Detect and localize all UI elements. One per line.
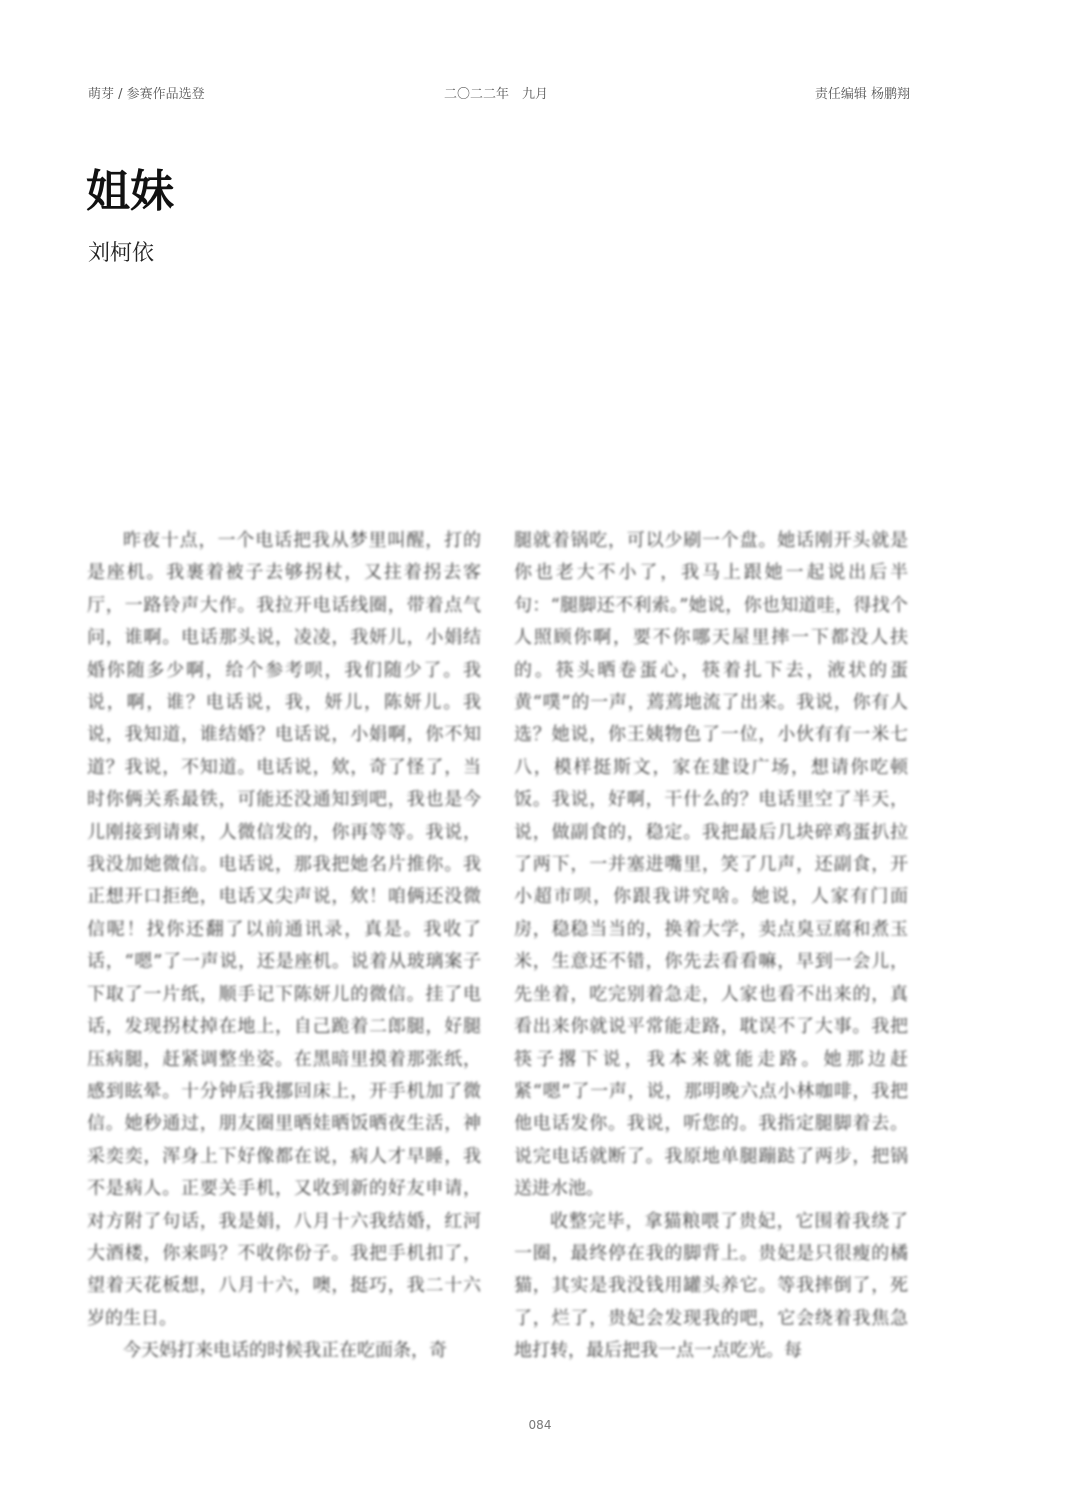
page-header bbox=[88, 83, 910, 103]
section-label: 萌芽 / 参赛作品选登 bbox=[88, 87, 205, 102]
paragraph: 收整完毕，拿猫粮喂了贵妃，它围着我绕了一圈，最终停在我的脚背上。贵妃是只很瘦的橘猫，其实是我没钱用罐头养它。等我摔倒了，死了，烂了，贵妃会发现我的吧，它会绕着我焦急地打转，最后把我一点一点吃光。每 bbox=[514, 1210, 908, 1362]
body-column-right bbox=[514, 525, 908, 1365]
article-author: 刘柯依 bbox=[88, 241, 155, 266]
page-number: 084 bbox=[528, 1418, 552, 1432]
paragraph: 腿就着锅吃，可以少刷一个盘。她话刚开头就是你也老大不小了，我马上跟她一起说出后半句：“腿脚还不利索。”她说，你也知道哇，得找个人照顾你啊，要不你哪天屋里摔一下都没人扶的。筷头晒卷蛋心，筷着扎下去，液状的蛋黄“噗”的一声，蔫蔫地流了出来。我说，你有人选？她说，你王姨物色了一位，小伙有有一米七八，模样挺斯文，家在建设广场，想请你吃顿饭。我说，好啊，干什么的？电话里空了半天，说，做副食的，稳定。我把最后几块碎鸡蛋扒拉了两下，一并塞进嘴里，笑了几声，还副食，开小超市呗，你跟我讲究啥。她说，人家有门面房，稳稳当当的，换着大学，卖点臭豆腐和煮玉米，生意还不错，你先去看看嘛，早到一会儿，先坐着，吃完别着急走，人家也看不出来的，真看出来你就说平常能走路，耽误不了大事。我把筷子撂下说，我本来就能走路。她那边赶紧“嗯”了一声，说，那明晚六点小林咖啡，我把他电话发你。我说，听您的。我指定腿脚着去。说完电话就断了。我原地单腿蹦跶了两步，把锅送进水池。 bbox=[514, 530, 908, 1200]
paragraph: 昨夜十点，一个电话把我从梦里叫醒，打的是座机。我裹着被子去够拐杖，又拄着拐去客厅，一路铃声大作。我拉开电话线圈，带着点气问，谁啊。电话那头说，凌凌，我妍儿，小娟结婚你随多少啊，给个参考呗，我们随少了。我说，啊，谁？电话说，我，妍儿，陈妍儿。我说，我知道，谁结婚？电话说，小娟啊，你不知道？我说，不知道。电话说，欸，奇了怪了，当时你俩关系最铁，可能还没通知到吧，我也是今儿刚接到请柬，人微信发的，你再等等。我说，我没加她微信。电话说，那我把她名片推你。我正想开口拒绝，电话又尖声说，欸！咱俩还没微信呢！找你还翻了以前通讯录，真是。我收了话，“嗯”了一声说，还是座机。说着从玻璃案子下取了一片纸，顺手记下陈妍儿的微信。挂了电话，发现拐杖掉在地上，自己跪着二郎腿，好腿压病腿，赶紧调整坐姿。在黑暗里摸着那张纸，感到眩晕。十分钟后我挪回床上，开手机加了微信。她秒通过，朋友圈里晒娃晒饭晒夜生活，神采奕奕，浑身上下好像都在说，病人才早睡，我不是病人。正要关手机，又收到新的好友申请，对方附了句话，我是娟，八月十六我结婚，红河大酒楼，你来吗？不收你份子。我把手机扣了，望着天花板想，八月十六，噢，挺巧，我二十六岁的生日。 bbox=[87, 530, 481, 1329]
body-column-left bbox=[87, 525, 481, 1365]
editor-credit: 责任编辑 杨鹏翔 bbox=[814, 87, 910, 102]
issue-date: 二〇二二年 九月 bbox=[444, 87, 549, 102]
article-title: 姐妹 bbox=[86, 166, 174, 217]
paragraph: 今天妈打来电话的时候我正在吃面条，奇 bbox=[123, 1340, 447, 1362]
